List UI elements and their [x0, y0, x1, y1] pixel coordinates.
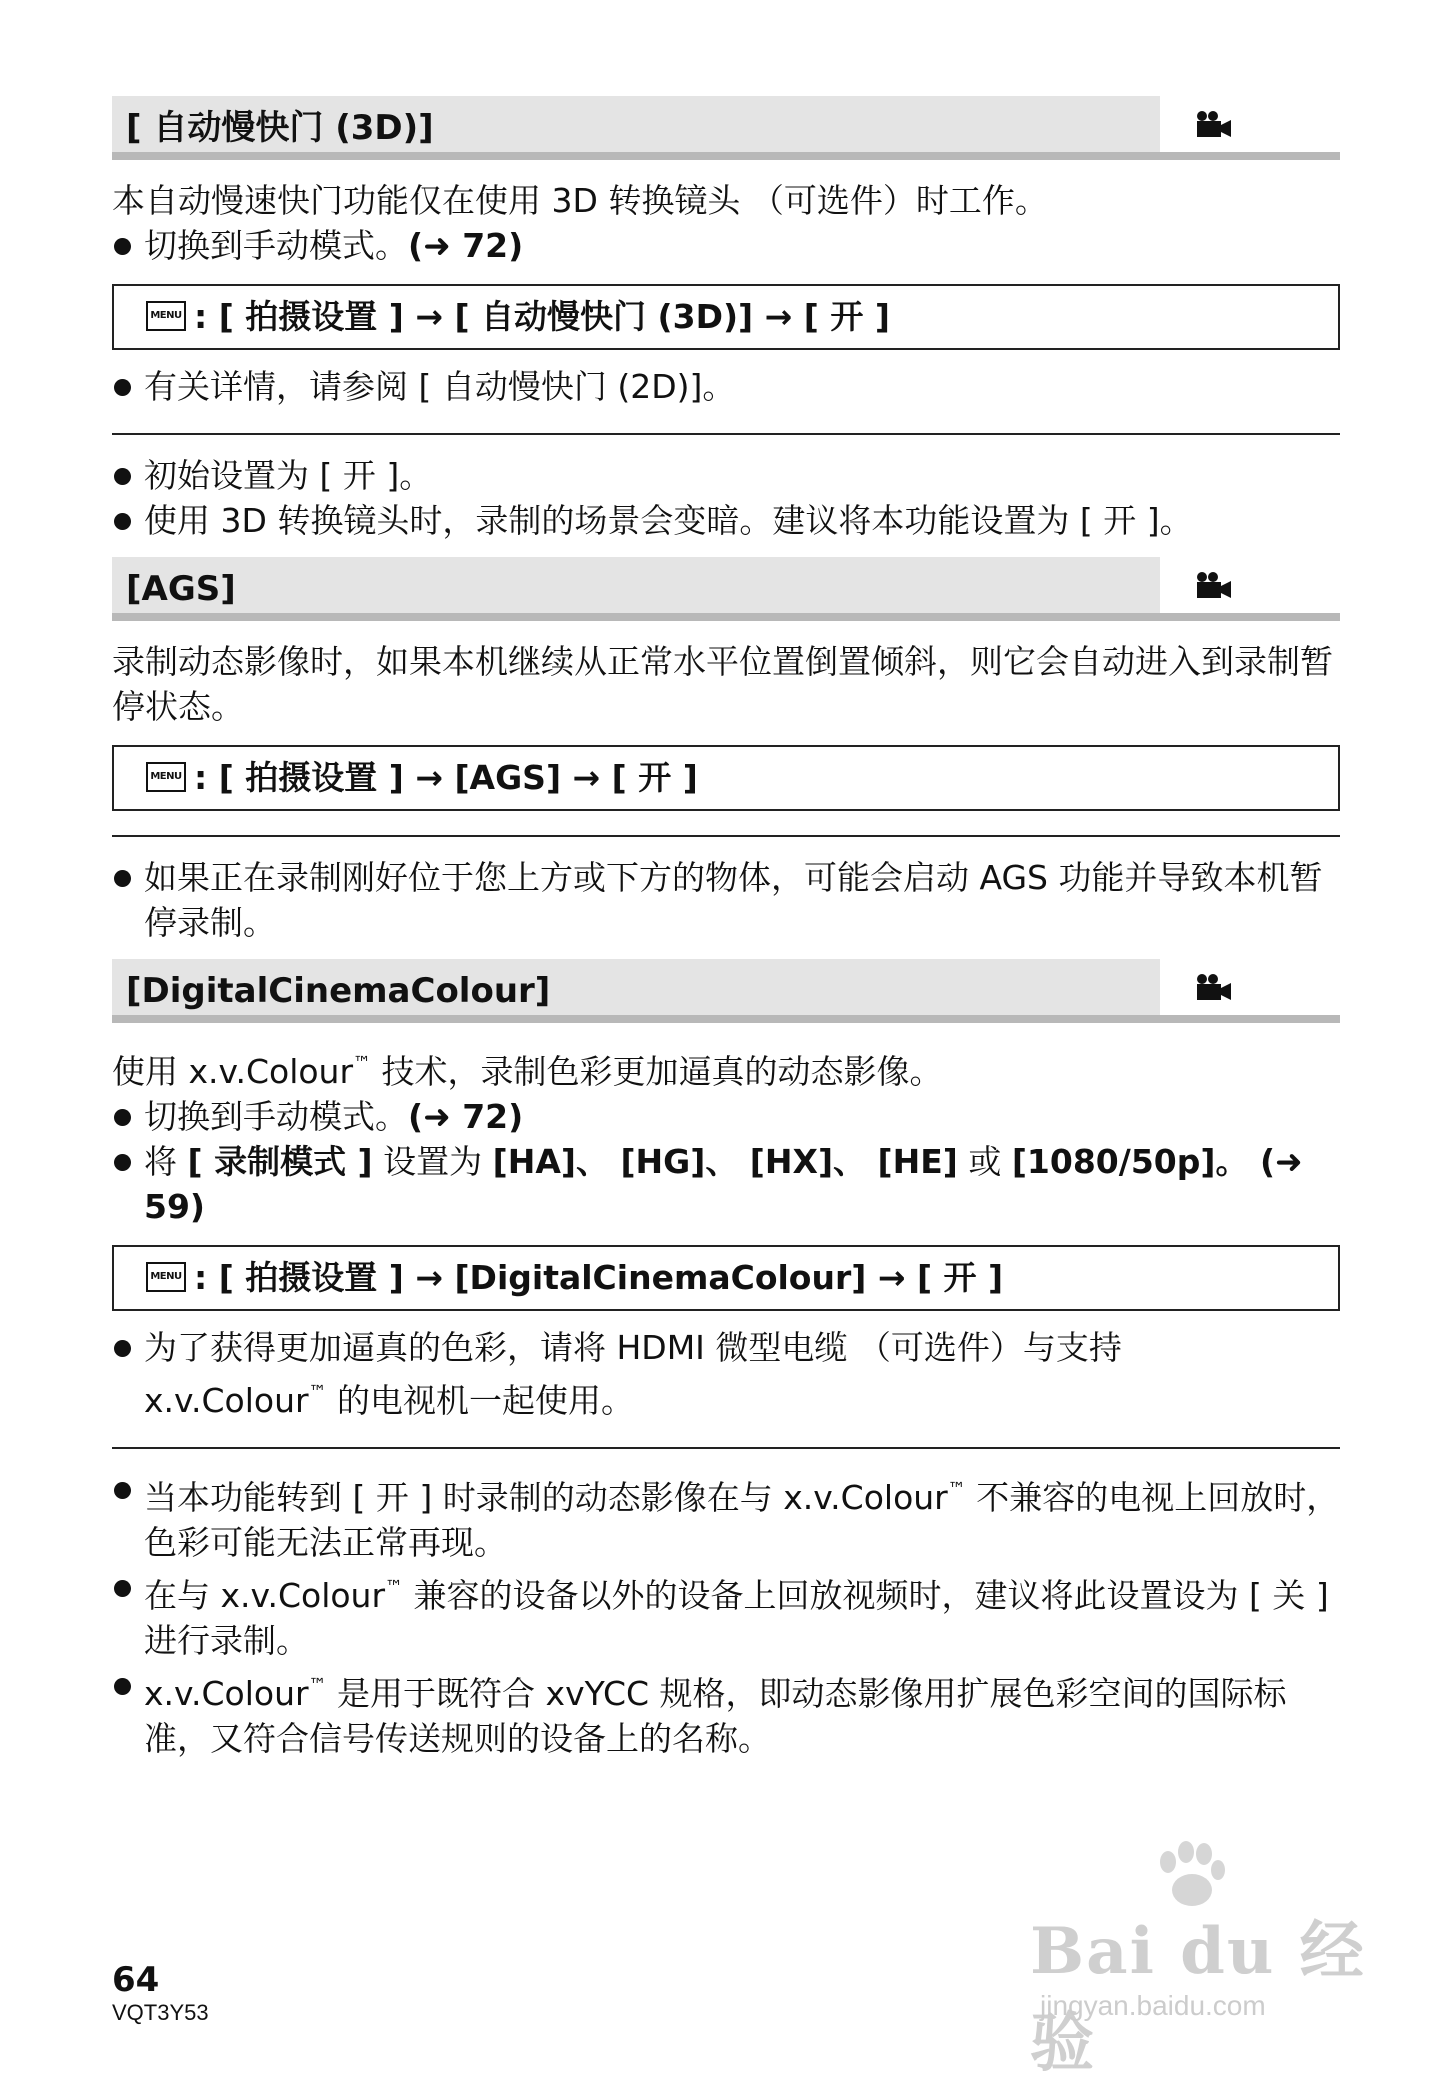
- menu-path: [ 拍摄设置 ] → [ 自动慢快门 (3D)] → [ 开 ]: [218, 297, 890, 336]
- section-header-ags: [112, 557, 1340, 621]
- menu-path-box: MENU : [ 拍摄设置 ] → [AGS] → [ 开 ]: [112, 745, 1340, 811]
- list-item: 将 [ 录制模式 ] 设置为 [HA]、 [HG]、 [HX]、 [HE] 或 [1080/50p]。 (➜ 59): [112, 1139, 1340, 1229]
- list-item: x.v.Colour™ 是用于既符合 xvYCC 规格，即动态影像用扩展色彩空间的国际标准，又符合信号传送规则的设备上的名称。: [112, 1663, 1340, 1761]
- document-code: VQT3Y53: [112, 2000, 209, 2025]
- video-camera-icon: [1196, 571, 1232, 599]
- divider: [112, 433, 1340, 435]
- section-intro: 本自动慢速快门功能仅在使用 3D 转换镜头 （可选件）时工作。: [112, 181, 1048, 220]
- list-item: 为了获得更加逼真的色彩，请将 HDMI 微型电缆 （可选件）与支持 x.v.Colour™ 的电视机一起使用。: [112, 1325, 1340, 1423]
- video-camera-icon: [1196, 973, 1232, 1001]
- list-item: 初始设置为 [ 开 ]。: [112, 453, 1340, 498]
- menu-icon: MENU: [146, 1262, 186, 1292]
- section-title: [ 自动慢快门 (3D)]: [126, 108, 434, 148]
- watermark-logo-text: Bai du 经验: [1030, 1914, 1366, 2081]
- section-title: [AGS]: [126, 569, 236, 609]
- menu-path: [ 拍摄设置 ] → [AGS] → [ 开 ]: [218, 758, 698, 797]
- list-item: 切换到手动模式。(➜ 72): [112, 1094, 1340, 1139]
- section-intro: 使用 x.v.Colour™ 技术，录制色彩更加逼真的动态影像。: [112, 1052, 943, 1091]
- menu-icon: MENU: [146, 762, 186, 792]
- baidu-watermark: [1030, 1840, 1370, 2081]
- list-item: 切换到手动模式。(➜ 72): [112, 223, 1340, 268]
- section-header-auto-slow-shutter-3d: [112, 96, 1340, 160]
- page-number: 64: [112, 1960, 160, 2000]
- section-header-digital-cinema-colour: [112, 959, 1340, 1023]
- list-item: 使用 3D 转换镜头时，录制的场景会变暗。建议将本功能设置为 [ 开 ]。: [112, 498, 1340, 543]
- page-reference: (➜ 72): [408, 1097, 524, 1136]
- page-reference: (➜ 72): [408, 226, 524, 265]
- divider: [112, 1447, 1340, 1449]
- list-item: 有关详情，请参阅 [ 自动慢快门 (2D)]。: [112, 364, 1340, 409]
- menu-path-box: MENU : [ 拍摄设置 ] → [DigitalCinemaColour] → [ 开 ]: [112, 1245, 1340, 1311]
- video-camera-icon: [1196, 110, 1232, 138]
- list-item: 如果正在录制刚好位于您上方或下方的物体，可能会启动 AGS 功能并导致本机暂停录制。: [112, 855, 1340, 945]
- list-item: 当本功能转到 [ 开 ] 时录制的动态影像在与 x.v.Colour™ 不兼容的电视上回放时，色彩可能无法正常再现。: [112, 1467, 1340, 1565]
- manual-page: [112, 96, 1340, 1761]
- list-item: 在与 x.v.Colour™ 兼容的设备以外的设备上回放视频时，建议将此设置设为 [ 关 ] 进行录制。: [112, 1565, 1340, 1663]
- section-intro: 录制动态影像时，如果本机继续从正常水平位置倒置倾斜，则它会自动进入到录制暂停状态。: [112, 642, 1333, 726]
- section-title: [DigitalCinemaColour]: [126, 971, 551, 1011]
- bullet-dot: [114, 238, 131, 255]
- menu-path-box: MENU : [ 拍摄设置 ] → [ 自动慢快门 (3D)] → [ 开 ]: [112, 284, 1340, 350]
- divider: [112, 835, 1340, 837]
- menu-icon: MENU: [146, 301, 186, 331]
- menu-path: [ 拍摄设置 ] → [DigitalCinemaColour] → [ 开 ]: [218, 1258, 1004, 1297]
- trademark-symbol: ™: [353, 1053, 372, 1074]
- watermark-url: jingyan.baidu.com: [1040, 1990, 1266, 2021]
